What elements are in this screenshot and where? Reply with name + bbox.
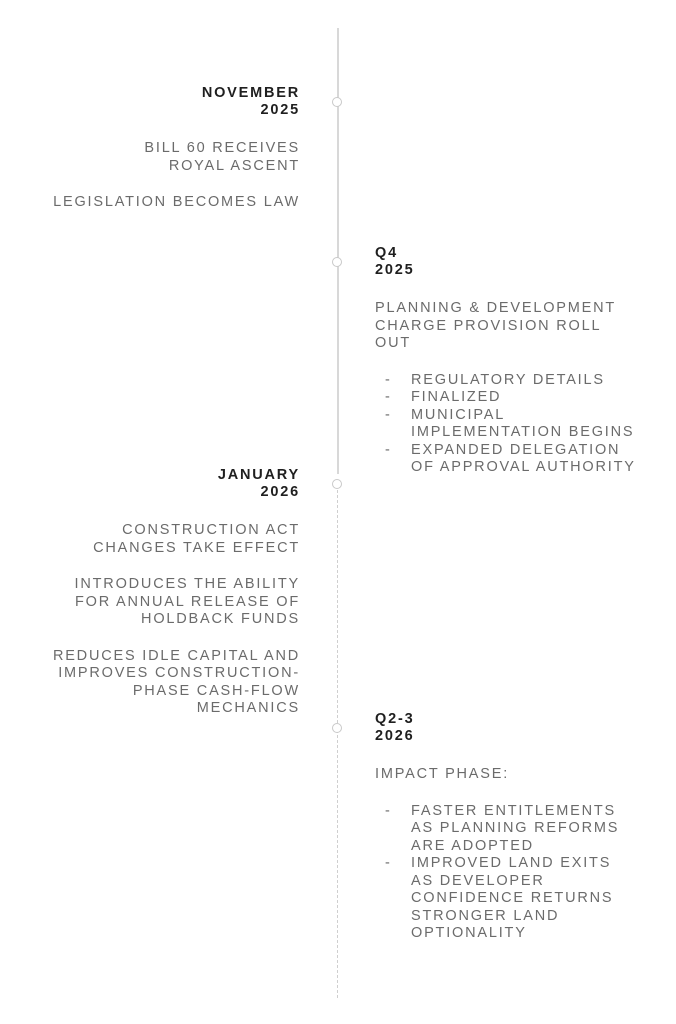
bullet-text: OPTIONALITY [411,925,527,941]
bullet-dash: - [385,802,392,819]
entry-date-year: 2026 [260,484,300,500]
bullet-text: EXPANDED DELEGATION [411,441,621,458]
bullet-text: ARE ADOPTED [411,837,534,854]
entry-date-year: 2025 [375,262,415,278]
list-item [385,389,636,407]
bullet-dash: - [385,855,392,871]
timeline-entry-nov-2025 [53,85,300,212]
entry-intro: OUT [375,335,412,351]
bullet-text: AS DEVELOPER [411,872,545,889]
entry-text: PHASE CASH-FLOW [132,682,300,699]
bullet-text: REGULATORY DETAILS [411,371,605,388]
entry-text: ROYAL ASCENT [168,157,300,174]
timeline-node-jan-2026 [332,479,342,489]
timeline-entry-jan-2026 [53,467,300,718]
timeline-node-nov-2025 [332,97,342,107]
timeline-axis-dashed [337,490,338,998]
list-item [385,442,636,477]
bullet-text: IMPLEMENTATION BEGINS [411,424,635,440]
bullet-text: MUNICIPAL [411,406,506,423]
timeline-axis-solid [337,28,339,474]
timeline-entry-q4-2025 [375,245,636,477]
list-item [385,855,619,943]
entry-text: INTRODUCES THE ABILITY [74,576,300,592]
entry-intro: CHARGE PROVISION ROLL [375,317,602,334]
bullet-text: IMPROVED LAND EXITS [411,855,612,871]
entry-text: FOR ANNUAL RELEASE OF [74,593,300,610]
bullet-dash: - [385,441,392,458]
bullet-dash: - [385,371,392,388]
entry-date-year: 2026 [375,728,415,744]
entry-bullet-list [375,803,619,943]
bullet-text: CONFIDENCE RETURNS [411,890,614,906]
bullet-text: FINALIZED [411,389,502,405]
bullet-dash: - [385,406,392,423]
bullet-dash: - [385,389,392,405]
entry-text: CHANGES TAKE EFFECT [93,539,300,556]
entry-date-quarter: Q2-3 [375,711,415,727]
entry-text: BILL 60 RECEIVES [144,140,300,156]
entry-text: CONSTRUCTION ACT [122,522,300,538]
timeline-node-q4-2025 [332,257,342,267]
entry-text: LEGISLATION BECOMES LAW [53,194,300,210]
entry-text: IMPROVES CONSTRUCTION- [58,665,300,681]
entry-text: HOLDBACK FUNDS [141,611,300,627]
list-item [385,803,619,856]
entry-bullet-list [375,372,636,477]
entry-date-quarter: Q4 [375,245,398,261]
list-item [385,372,636,390]
bullet-text: AS PLANNING REFORMS [411,820,620,836]
entry-date-month: JANUARY [217,467,300,483]
bullet-text: STRONGER LAND [411,907,560,924]
timeline-entry-q2-3-2026 [375,711,619,943]
entry-text: MECHANICS [196,700,300,716]
entry-date-year: 2025 [260,102,300,118]
entry-intro: IMPACT PHASE: [375,766,510,782]
list-item [385,407,636,442]
entry-date-month: NOVEMBER [201,85,300,101]
timeline-node-q2-3-2026 [332,723,342,733]
entry-intro: PLANNING & DEVELOPMENT [375,300,617,316]
bullet-text: OF APPROVAL AUTHORITY [411,459,636,475]
bullet-text: FASTER ENTITLEMENTS [411,802,616,819]
entry-text: REDUCES IDLE CAPITAL AND [52,647,300,664]
